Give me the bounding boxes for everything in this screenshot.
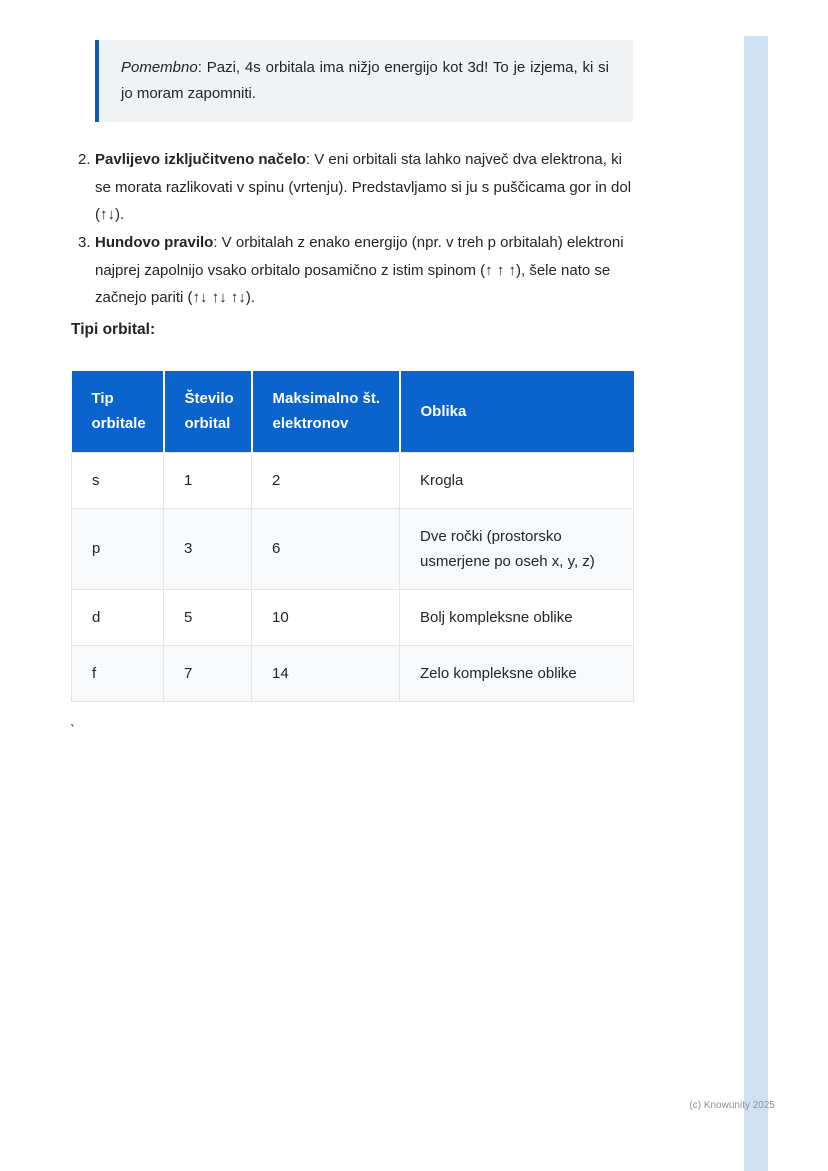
stray-backtick: ` (70, 722, 75, 739)
callout-text (121, 55, 609, 107)
list-term: Pavlijevo izključitveno načelo (95, 151, 306, 168)
table-cell: p (72, 508, 164, 589)
table-cell: 10 (252, 589, 400, 645)
table-header-maks-elektronov: Maksimalno št. elektronov (252, 371, 400, 452)
list-item-hund (71, 229, 634, 312)
table-cell: Krogla (400, 452, 634, 508)
copyright-footer: (c) Knowunity 2025 (689, 1100, 775, 1111)
table-cell: Bolj kompleksne oblike (400, 589, 634, 645)
table-cell: s (72, 452, 164, 508)
table-row (72, 589, 634, 645)
scrollbar[interactable] (744, 36, 768, 1171)
list-term: Hundovo pravilo (95, 234, 214, 251)
table-header-row (72, 371, 634, 452)
table-cell: 1 (164, 452, 252, 508)
table-cell: d (72, 589, 164, 645)
section-heading: Tipi orbital: (71, 321, 156, 338)
list-number: 3. (78, 234, 91, 251)
table-header-oblika: Oblika (400, 371, 634, 452)
callout-lead: Pomembno (121, 59, 198, 76)
table-cell: 5 (164, 589, 252, 645)
table-cell: 3 (164, 508, 252, 589)
table-cell: Zelo kompleksne oblike (400, 645, 634, 701)
orbitals-table (71, 371, 634, 702)
table-cell: 2 (252, 452, 400, 508)
table-row (72, 645, 634, 701)
list-number: 2. (78, 151, 91, 168)
table-header-tip-orbitale: Tip orbitale (72, 371, 164, 452)
table-cell: f (72, 645, 164, 701)
table-row (72, 508, 634, 589)
table-cell: 14 (252, 645, 400, 701)
callout-important (95, 40, 633, 122)
table-row (72, 452, 634, 508)
list-item-pauli (71, 146, 634, 229)
table-header-stevilo-orbital: Število orbital (164, 371, 252, 452)
list-text: : V orbitalah z enako energijo (npr. v treh p orbitalah) elektroni najprej zapolnijo vsako orbitalo posamično z istim spinom (↑ ↑ ↑), šele nato se začnejo pariti (↑↓ ↑↓ ↑↓). (95, 234, 624, 306)
table-cell: 7 (164, 645, 252, 701)
callout-body: : Pazi, 4s orbitala ima nižjo energijo kot 3d! To je izjema, ki si jo moram zapomniti. (121, 59, 609, 102)
list-text: : V eni orbitali sta lahko največ dva elektrona, ki se morata razlikovati v spinu (vrtenju). Predstavljamo si ju s puščicama gor in dol (↑↓). (95, 151, 632, 223)
table-cell: Dve ročki (prostorsko usmerjene po oseh x, y, z) (400, 508, 634, 589)
table-cell: 6 (252, 508, 400, 589)
